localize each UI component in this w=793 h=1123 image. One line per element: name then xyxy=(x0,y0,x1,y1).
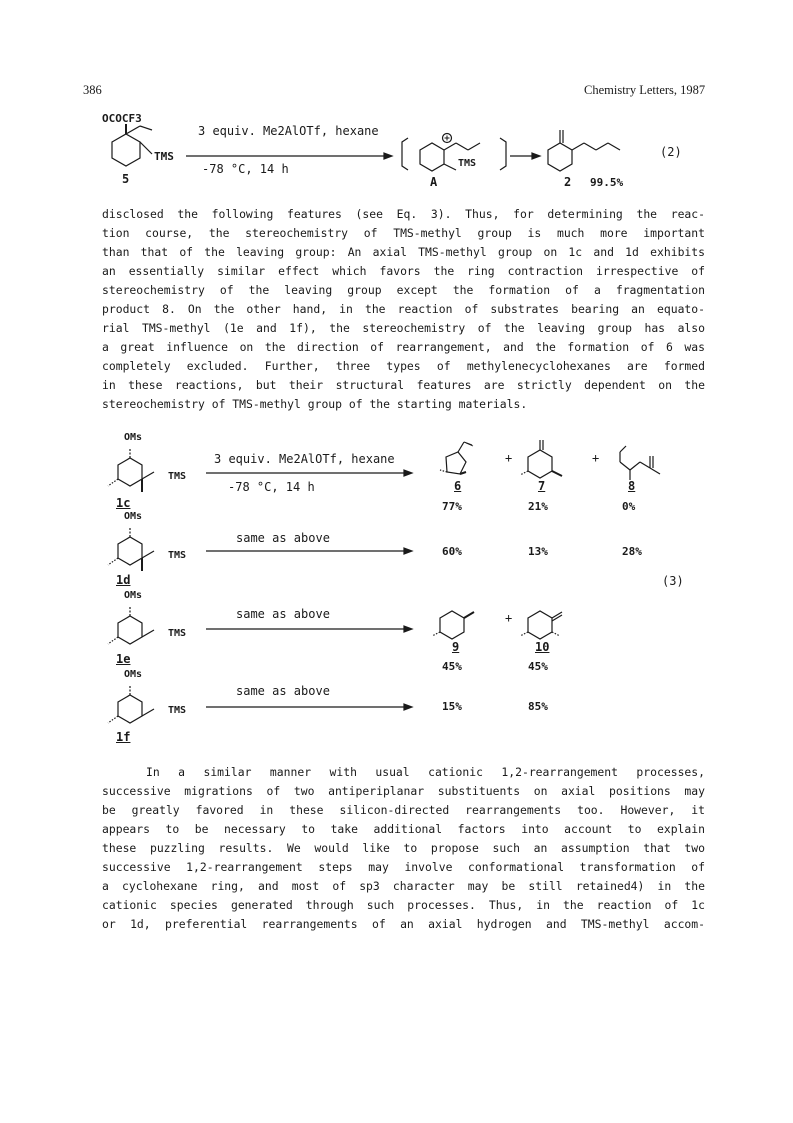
text-line: a cyclohexane ring, and most of sp3 character may be still retained4) in the xyxy=(102,879,705,893)
eq2-yield: 99.5% xyxy=(590,176,624,189)
substituent-ocof3: OCOCF3 xyxy=(102,112,142,125)
text-line: these puzzling results. We would like to propose such an assumption that two xyxy=(102,841,705,855)
text-line: disclosed the following features (see Eq. 3). Thus, for determining the reac- xyxy=(102,207,705,221)
text-line: stereochemistry of the leaving group except the formation of a fragmentation xyxy=(102,283,705,297)
plus-sign: + xyxy=(505,451,513,465)
equation-number-2: (2) xyxy=(660,145,682,159)
text-line: appears to be necessary to take additional factors into account to explain xyxy=(102,822,705,836)
compound-label-2: 2 xyxy=(564,175,572,189)
text-line: cationic species generated through such processes. Thus, in the reaction of 1c xyxy=(102,898,705,912)
paragraph-2 xyxy=(102,763,705,934)
product-label-7: 7 xyxy=(538,479,546,493)
eq2-reagent: 3 equiv. Me2AlOTf, hexane xyxy=(198,124,379,138)
journal-header: Chemistry Letters, 1987 xyxy=(584,83,706,97)
page-number: 386 xyxy=(83,83,102,97)
text-line: stereochemistry of TMS-methyl group of the starting materials. xyxy=(102,397,528,411)
yield-1c-6: 77% xyxy=(442,500,462,513)
oms-label: OMs xyxy=(124,590,143,601)
text-line: a great influence on the direction of rearrangement, and the formation of 6 was xyxy=(102,340,705,354)
text-line: successive migrations of two antiperiplanar substituents on axial positions may xyxy=(102,784,705,798)
equation-number-3: (3) xyxy=(662,574,684,588)
tms-label: TMS xyxy=(168,628,187,639)
text-line: in these reactions, but their structural features are strictly dependent on the xyxy=(102,378,705,392)
tms-label: TMS xyxy=(168,471,187,482)
text-line: or 1d, preferential rearrangements of an axial hydrogen and TMS-methyl accom- xyxy=(102,917,705,931)
product-label-8: 8 xyxy=(628,479,636,493)
substrate-label-1e: 1e xyxy=(116,652,131,666)
text-line: product 8. On the other hand, in the reaction of substrates bearing an equato- xyxy=(102,302,705,316)
substrate-label-1f: 1f xyxy=(116,730,131,744)
substituent-tms: TMS xyxy=(154,150,174,163)
yield-1f-10: 85% xyxy=(528,700,548,713)
product-label-9: 9 xyxy=(452,640,460,654)
intermediate-label-a: A xyxy=(430,175,438,189)
substrate-label-1c: 1c xyxy=(116,496,131,510)
intermediate-tms: TMS xyxy=(458,158,477,169)
text-line: completely excluded. Further, three types of methylenecyclohexanes are formed xyxy=(102,359,705,373)
text-line: successive 1,2-rearrangement steps may involve conformational transformation of xyxy=(102,860,705,874)
eq3-reagent: 3 equiv. Me2AlOTf, hexane xyxy=(214,452,395,466)
tms-label: TMS xyxy=(168,705,187,716)
yield-1f-9: 15% xyxy=(442,700,462,713)
text-line: rial TMS-methyl (1e and 1f), the stereochemistry of the leaving group has also xyxy=(102,321,705,335)
yield-1e-10: 45% xyxy=(528,660,548,673)
yield-1d-7: 13% xyxy=(528,545,548,558)
oms-label: OMs xyxy=(124,511,143,522)
text-line: than that of the leaving group: An axial TMS-methyl group on 1c and 1d exhibits xyxy=(102,245,705,259)
same-as-above: same as above xyxy=(236,684,330,698)
oms-label: OMs xyxy=(124,432,143,443)
substrate-label-1d: 1d xyxy=(116,573,131,587)
text-line: tion course, the stereochemistry of TMS-methyl group is much more important xyxy=(102,226,705,240)
text-line: an essentially similar effect which favors the ring contraction irrespective of xyxy=(102,264,705,278)
yield-1d-6: 60% xyxy=(442,545,462,558)
yield-1c-8: 0% xyxy=(622,500,636,513)
yield-1c-7: 21% xyxy=(528,500,548,513)
tms-label: TMS xyxy=(168,550,187,561)
compound-label-5: 5 xyxy=(122,172,130,186)
yield-1e-9: 45% xyxy=(442,660,462,673)
yield-1d-8: 28% xyxy=(622,545,642,558)
text-line: be greatly favored in these silicon-directed rearrangements too. However, it xyxy=(102,803,705,817)
same-as-above: same as above xyxy=(236,607,330,621)
product-label-10: 10 xyxy=(535,640,550,654)
plus-sign: + xyxy=(592,451,600,465)
same-as-above: same as above xyxy=(236,531,330,545)
oms-label: OMs xyxy=(124,669,143,680)
product-label-6: 6 xyxy=(454,479,462,493)
eq2-conditions: -78 °C, 14 h xyxy=(202,162,289,176)
eq3-conditions: -78 °C, 14 h xyxy=(228,480,315,494)
text-line: In a similar manner with usual cationic 1,2-rearrangement processes, xyxy=(146,765,705,779)
plus-sign: + xyxy=(505,611,513,625)
